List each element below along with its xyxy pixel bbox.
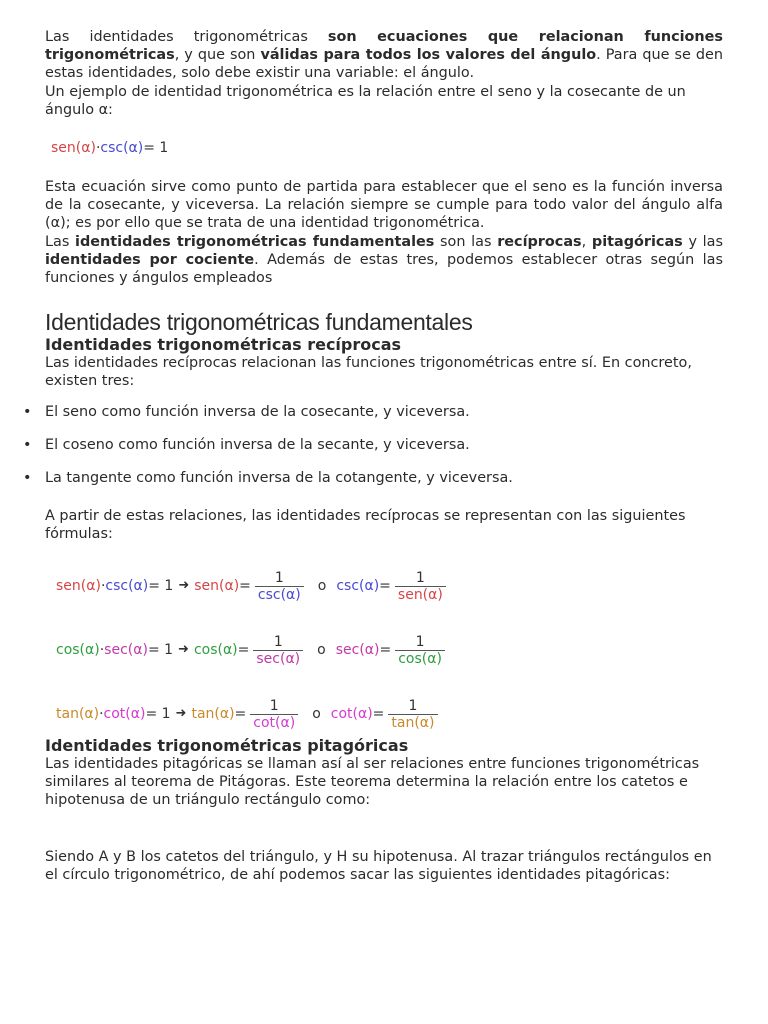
formula-term: tan(α) <box>191 705 235 722</box>
section-title-reciprocal: Identidades trigonométricas recíprocas <box>45 335 402 354</box>
arrow-icon: ➜ <box>178 577 190 593</box>
formula-eq: = <box>234 705 247 722</box>
intro-example-text: Un ejemplo de identidad trigonométrica es la relación entre el seno y la cosecante de un ángulo α: <box>45 84 686 119</box>
article-body <box>23 28 724 903</box>
fraction-denominator: cos(α) <box>398 650 442 667</box>
formula-dot: · <box>99 641 105 658</box>
explanation-text: Esta ecuación sirve como punto de partida para establecer que el seno es la función inversa de la cosecante, y viceversa. La relación siempre se cumple para todo valor del ángulo alfa (α); es por ello que se trata de una identidad trigonométrica. <box>45 179 723 232</box>
fraction-denominator: sec(α) <box>256 650 301 667</box>
formula-eq: = <box>239 577 251 594</box>
bold-text: recíprocas <box>497 234 582 250</box>
formula-term: csc(α) <box>105 577 149 594</box>
formula-sen: sen(α) <box>51 139 96 156</box>
formula-eq: = <box>372 705 385 722</box>
fraction <box>253 634 303 667</box>
formula-eq: = 1 <box>145 705 171 722</box>
fraction-numerator: 1 <box>269 697 279 714</box>
fraction <box>388 698 437 731</box>
formula-eq: = <box>237 641 250 658</box>
pythagorean-explanation: Siendo A y B los catetos del triángulo, y H su hipotenusa. Al trazar triángulos rectángulos en el círculo trigonométrico, de ahí podemos sacar las siguientes identidades pitagóricas: <box>45 849 712 884</box>
reciprocal-bullet-list <box>23 403 723 487</box>
formula-eq: = 1 <box>147 641 174 658</box>
fraction <box>250 698 298 731</box>
formula-eq: = 1 <box>148 577 174 594</box>
formula-term: cos(α) <box>56 641 100 658</box>
formula-eq: = <box>379 641 392 658</box>
formula-row-cos-sec <box>56 628 723 672</box>
formula-csc: csc(α) <box>100 139 144 156</box>
fraction-numerator: 1 <box>415 569 425 586</box>
bullet-icon: • <box>23 404 32 420</box>
list-item <box>23 469 723 487</box>
intro-bold-text: son ecuaciones que relacionan funciones trigonométricas <box>45 29 723 64</box>
text: son las <box>434 234 498 250</box>
formula-term: sec(α) <box>335 641 380 658</box>
formula-term: sen(α) <box>56 577 101 594</box>
formula-dot: · <box>95 139 101 156</box>
explanation-paragraph <box>45 178 723 233</box>
fraction-denominator: sen(α) <box>397 586 443 603</box>
section-title-fundamental: Identidades trigonométricas fundamentales <box>45 309 473 335</box>
formula-or: o <box>312 705 321 722</box>
fraction-numerator: 1 <box>408 697 418 714</box>
list-item <box>23 436 723 454</box>
list-item-text: El seno como función inversa de la cosecante, y viceversa. <box>45 404 470 420</box>
formula-or: o <box>317 577 327 594</box>
fraction-numerator: 1 <box>274 569 284 586</box>
text: , <box>581 234 592 250</box>
pythagorean-intro: Las identidades pitagóricas se llaman así al ser relaciones entre funciones trigonométricas similares al teorema de Pitágoras. Este teorema determina la relación entre los catetos e hipotenusa de un triángulo rectángulo como: <box>45 756 700 809</box>
bullet-icon: • <box>23 437 32 453</box>
formula-dot: · <box>99 705 104 722</box>
intro-text: Las identidades trigonométricas <box>45 29 328 45</box>
formula-eq: = 1 <box>143 139 169 156</box>
reciprocal-intro: Las identidades recíprocas relacionan las funciones trigonométricas entre sí. En concreto, existen tres: <box>45 355 692 390</box>
formula-term: sen(α) <box>194 577 240 594</box>
intro-bold-text: válidas para todos los valores del ángulo <box>260 47 597 64</box>
section-title-pythagorean: Identidades trigonométricas pitagóricas <box>45 736 409 755</box>
list-item-text: La tangente como función inversa de la cotangente, y viceversa. <box>45 470 513 486</box>
fundamental-types-paragraph <box>45 233 723 288</box>
example-formula <box>51 139 723 157</box>
fraction-numerator: 1 <box>415 633 425 650</box>
formula-term: cot(α) <box>330 705 373 722</box>
bold-text: identidades trigonométricas fundamentales <box>75 234 435 250</box>
arrow-icon: ➜ <box>175 705 187 721</box>
arrow-icon: ➜ <box>178 641 189 657</box>
intro-text: , y que son <box>174 47 261 64</box>
fraction-denominator: cot(α) <box>253 714 296 731</box>
formula-term: tan(α) <box>56 705 100 722</box>
fraction <box>395 570 446 603</box>
bold-text: identidades por cociente <box>45 252 255 269</box>
formula-row-tan-cot <box>56 692 723 736</box>
fraction-denominator: csc(α) <box>257 586 301 603</box>
fraction-denominator: tan(α) <box>391 714 435 731</box>
text: . Además de estas tres, podemos establecer otras según las funciones y ángulos empleados <box>45 252 723 287</box>
fraction <box>255 570 304 603</box>
formula-or: o <box>317 641 326 658</box>
intro-paragraph <box>45 28 723 83</box>
formula-term: sec(α) <box>104 641 148 658</box>
fraction-numerator: 1 <box>273 633 283 650</box>
intro-text: . Para que se den estas identidades, solo debe existir una variable: el ángulo. <box>45 47 724 82</box>
reciprocal-outro: A partir de estas relaciones, las identidades recíprocas se representan con las siguientes fórmulas: <box>45 508 686 543</box>
bullet-icon: • <box>23 470 32 486</box>
formula-row-sen-csc <box>56 564 723 608</box>
fraction <box>395 634 445 667</box>
formula-dot: · <box>100 577 106 594</box>
list-item-text: El coseno como función inversa de la secante, y viceversa. <box>45 437 470 453</box>
formula-term: cot(α) <box>103 705 146 722</box>
text: y las <box>682 234 723 250</box>
intro-example-paragraph <box>45 83 723 120</box>
formula-eq: = <box>379 577 391 594</box>
text: Las <box>45 234 76 250</box>
formula-term: csc(α) <box>336 577 380 594</box>
formula-term: cos(α) <box>193 641 238 658</box>
bold-text: pitagóricas <box>591 234 683 250</box>
list-item <box>23 403 723 421</box>
